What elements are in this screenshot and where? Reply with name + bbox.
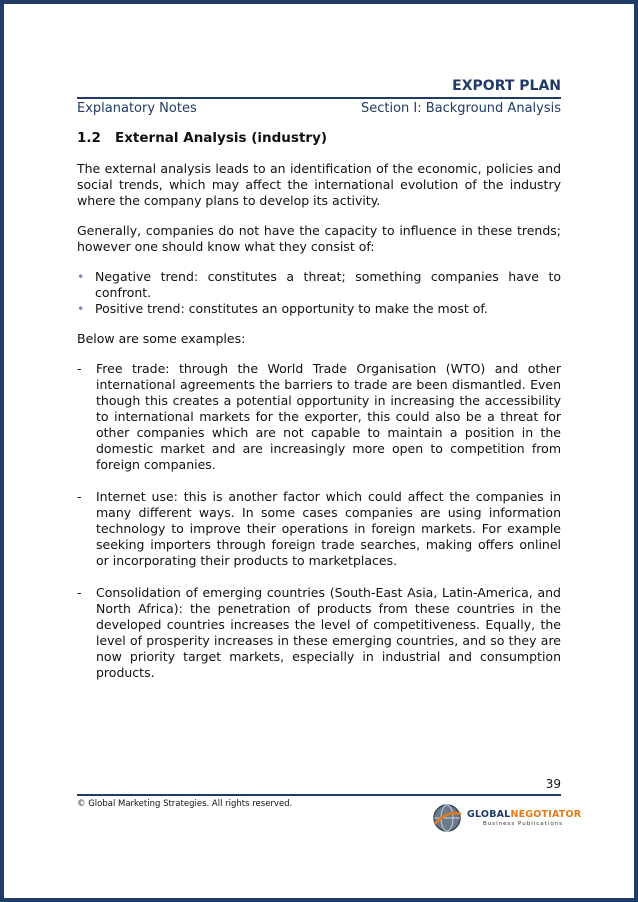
dash-icon: - [77,361,82,376]
bullet-icon: • [77,301,85,316]
globe-logo-icon [431,802,463,834]
list-item: • Negative trend: constitutes a threat; something companies have to confront. [77,269,561,300]
publisher-logo [431,800,582,836]
header-right: Section I: Background Analysis [360,101,561,116]
dash-icon: - [77,585,82,600]
examples-intro: Below are some examples: [77,331,246,346]
header-left: Explanatory Notes [77,101,197,116]
example-item: - Free trade: through the World Trade Organisation (WTO) and other international agreements the barriers to trade are been dismantled. Even though this creates a potential opportunity in increasing the accessibility to international markets for the exporter, this could also be a threat for other companies which are not capable to maintain a position in the domestic market and are increasingly more open to competition from foreign companies. [77,361,561,472]
example-item: - Consolidation of emerging countries (South-East Asia, Latin-America, and North Africa): the penetration of products from these countries in the developed countries increases the level of competitiveness. Equally, the level of prosperity increases in these emerging countries, and so they are now priority target markets, especially in industrial and consumption products. [77,585,561,680]
example-item: - Internet use: this is another factor which could affect the companies in many different ways. In some cases companies are using information technology to improve their operations in foreign markets. For example seeking importers through foreign trade searches, making offers onlinel or incorporating their products to marketplaces. [77,489,561,568]
section-heading [77,130,561,146]
paragraph: The external analysis leads to an identification of the economic, policies and social trends, which may affect the international evolution of the industry where the company plans to develop its activity. [77,161,561,208]
document-page [4,4,634,898]
dash-icon: - [77,489,82,504]
header-title: EXPORT PLAN [452,78,561,94]
main-content [77,130,561,697]
logo-text: GLOBALNEGOTIATOR Business Publications [467,809,582,827]
paragraph: Generally, companies do not have the capacity to influence in these trends; however one should know what they consist of: [77,223,561,254]
header-row [77,97,561,116]
bullet-icon: • [77,269,85,284]
trend-list [77,269,561,317]
section-number: 1.2 [77,130,101,146]
section-title: External Analysis (industry) [115,130,328,146]
page-number: 39 [545,777,561,791]
footer-copyright: © Global Marketing Strategies. All rights reserved. [77,799,293,809]
list-item: • Positive trend: constitutes an opportunity to make the most of. [77,301,488,316]
